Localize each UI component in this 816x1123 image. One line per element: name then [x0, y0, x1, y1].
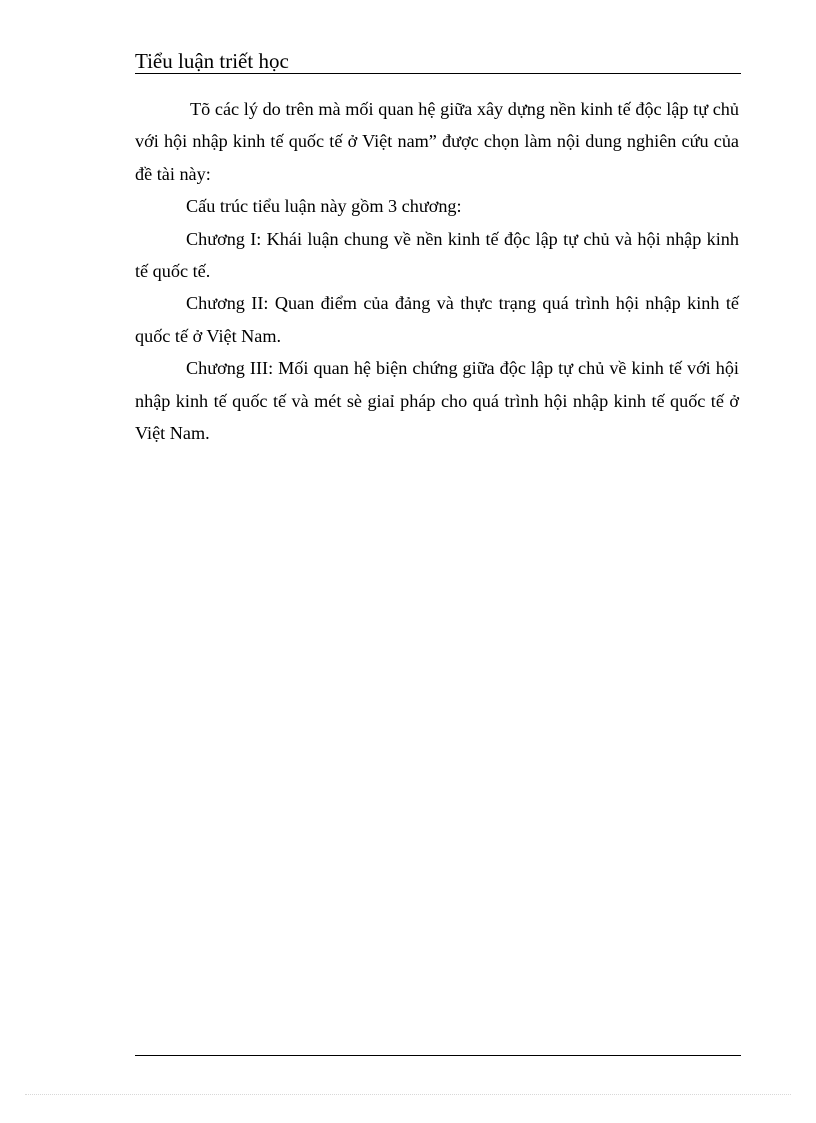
paragraph-chapter-1: Chương I: Khái luận chung về nền kinh tế độc lập tự chủ và hội nhập kinh tế quốc tế. [135, 228, 739, 282]
paragraph-chapter-2: Chương II: Quan điểm của đảng và thực trạng quá trình hội nhập kinh tế quốc tế ở Việt Nam. [135, 293, 739, 346]
paragraph-intro: Tõ các lý do trên mà mối quan hệ giữa xây dựng nền kinh tế độc lập tự chủ với hội nhập kinh tế quốc tế ở Việt nam” được chọn làm nội dung nghiên cứu của đề tài này: [135, 99, 739, 184]
paragraph-structure: Cấu trúc tiểu luận này gồm 3 chương: [186, 196, 462, 217]
paragraph-chapter-3: Chương III: Mối quan hệ biện chứng giữa độc lập tự chủ về kinh tế với hội nhập kinh tế quốc tế và mét sè giaỉ pháp cho quá trình hội nhập kinh tế quốc tế ở Việt Nam. [135, 358, 739, 444]
document-body [135, 93, 739, 449]
page-header-title: Tiểu luận triết học [135, 49, 289, 73]
page-bottom-edge [25, 1094, 791, 1095]
footer-divider [135, 1055, 741, 1056]
header-divider [135, 73, 741, 74]
